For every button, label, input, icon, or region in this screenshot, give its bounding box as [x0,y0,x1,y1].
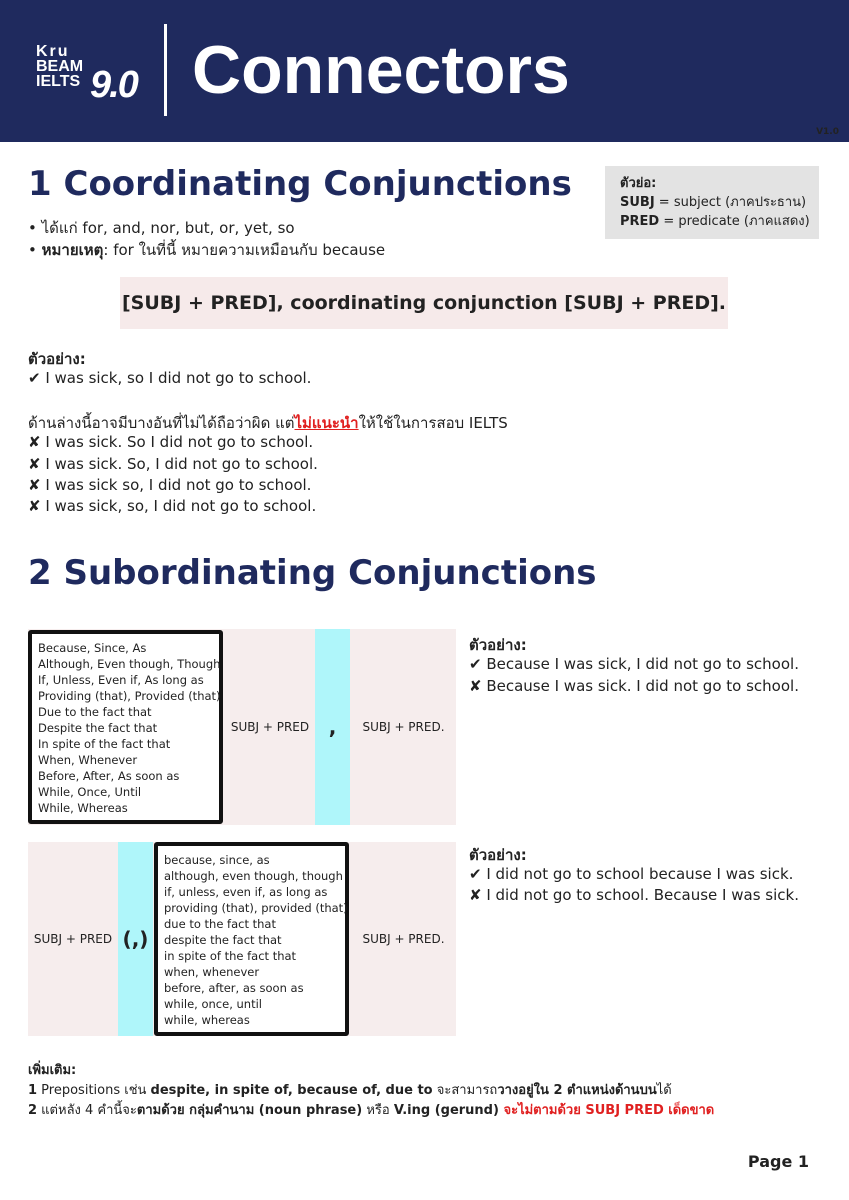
conjunction-item: Although, Even though, Though [38,657,221,671]
abbreviation-subj-key: SUBJ [620,195,655,210]
abbreviation-heading: ตัวย่อ: [620,176,657,191]
section1-note: • หมายเหตุ: for ในที่นี้ หมายความเหมือนกับ because [28,241,386,259]
note-text: แต่หลัง 4 คำนี้จะ [37,1103,137,1118]
example-wrong: ✘ I was sick so, I did not go to school. [28,476,312,494]
page-number: Page 1 [747,1152,809,1171]
example-heading: ตัวอย่าง: [469,636,527,654]
abbreviation-pred-value: = predicate (ภาคแสดง) [659,214,810,229]
clause-cell: SUBJ + PRED [28,842,118,1036]
conjunction-list-1 [28,630,223,824]
conjunction-item: Providing (that), Provided (that) [38,689,221,703]
note-number: 1 [28,1083,38,1098]
logo-score: 9.0 [90,64,137,106]
section1-bullet-list: • ได้แก่ for, and, nor, but, or, yet, so [28,219,295,237]
note-warning: จะไม่ตามด้วย SUBJ PRED เด็ดขาด [498,1103,715,1118]
conjunction-item: because, since, as [164,853,270,867]
example-heading: ตัวอย่าง: [469,846,527,864]
note-text: : for ในที่นี้ หมายความเหมือนกับ because [103,241,386,259]
formula-box: [SUBJ + PRED], coordinating conjunction [SUBJ + PRED]. [120,277,728,329]
conjunction-item: Because, Since, As [38,641,147,655]
more-heading: เพิ่มเติม: [28,1063,77,1078]
section2-title: 2 Subordinating Conjunctions [28,553,597,593]
conjunction-item: Despite the fact that [38,721,158,735]
conjunction-item: While, Once, Until [38,785,142,799]
conjunction-item: While, Whereas [38,801,128,815]
brand-logo [36,43,137,106]
example-wrong: ✘ I was sick, so, I did not go to school. [28,497,317,515]
abbreviation-box [605,166,819,239]
abbreviation-subj [620,193,819,212]
note-text: หรือ [362,1103,394,1118]
note-label: หมายเหตุ [41,241,104,259]
example-heading: ตัวอย่าง: [28,350,86,368]
optional-comma-cell: (,) [118,842,153,1036]
conjunction-item: while, once, until [164,997,262,1011]
conjunction-item: despite the fact that [164,933,282,947]
conjunction-item: although, even though, though [164,869,343,883]
clause-cell: SUBJ + PRED. [351,842,456,1036]
clause-cell: SUBJ + PRED [226,629,314,825]
note-number: 2 [28,1103,38,1118]
clause-cell: SUBJ + PRED. [351,629,456,825]
header-divider [164,24,167,116]
version-label: V1.0 [816,127,839,137]
conjunction-item: If, Unless, Even if, As long as [38,673,204,687]
example-wrong: ✘ Because I was sick. I did not go to school. [469,677,799,695]
note-bold: despite, in spite of, because of, due to [150,1083,433,1098]
note-text: จะสามารถ [432,1083,498,1098]
more-note-2 [28,1099,714,1120]
section1-title: 1 Coordinating Conjunctions [28,164,572,204]
example-wrong: ✘ I was sick. So, I did not go to school. [28,455,318,473]
conjunction-item: due to the fact that [164,917,276,931]
conjunction-item: Before, After, As soon as [38,769,180,783]
conjunction-item: in spite of the fact that [164,949,297,963]
example-correct: ✔ Because I was sick, I did not go to school. [469,655,799,673]
example-wrong: ✘ I did not go to school. Because I was sick. [469,886,799,904]
conjunction-item: Due to the fact that [38,705,152,719]
header-bar [0,0,849,142]
logo-text-kru: Kru [36,43,70,60]
conjunction-item: providing (that), provided (that) [164,901,348,915]
example-correct: ✔ I was sick, so I did not go to school. [28,369,312,387]
page-title: Connectors [192,32,570,108]
note-bold: V.ing (gerund) [393,1103,499,1118]
not-recommended-label: ไม่แนะนำ [294,414,359,432]
note-text: ได้ [656,1083,672,1098]
comma-cell: , [315,629,350,825]
note-post: ให้ใช้ในการสอบ IELTS [358,414,508,432]
more-note-1 [28,1079,672,1100]
abbreviation-subj-value: = subject (ภาคประธาน) [654,195,807,210]
conjunction-list-2 [154,842,349,1036]
conjunction-item: In spite of the fact that [38,737,171,751]
logo-text-ielts: IELTS [36,73,81,90]
note-pre: ด้านล่างนี้อาจมีบางอันที่ไม่ได้ถือว่าผิด แต่ [28,414,295,432]
conjunction-item: When, Whenever [38,753,138,767]
abbreviation-pred [620,212,819,231]
conjunction-item: while, whereas [164,1013,250,1027]
example-wrong: ✘ I was sick. So I did not go to school. [28,433,314,451]
note-text: Prepositions เช่น [37,1083,151,1098]
note-bold: วางอยู่ใน 2 ตำแหน่งด้านบน [497,1083,657,1098]
not-recommended-note [28,411,508,435]
logo-text-beam: BEAM [36,58,84,75]
conjunction-item: before, after, as soon as [164,981,304,995]
abbreviation-pred-key: PRED [620,214,660,229]
example-correct: ✔ I did not go to school because I was sick. [469,865,794,883]
note-bold: ตามด้วย กลุ่มคำนาม (noun phrase) [136,1103,363,1118]
conjunction-item: when, whenever [164,965,260,979]
conjunction-item: if, unless, even if, as long as [164,885,328,899]
